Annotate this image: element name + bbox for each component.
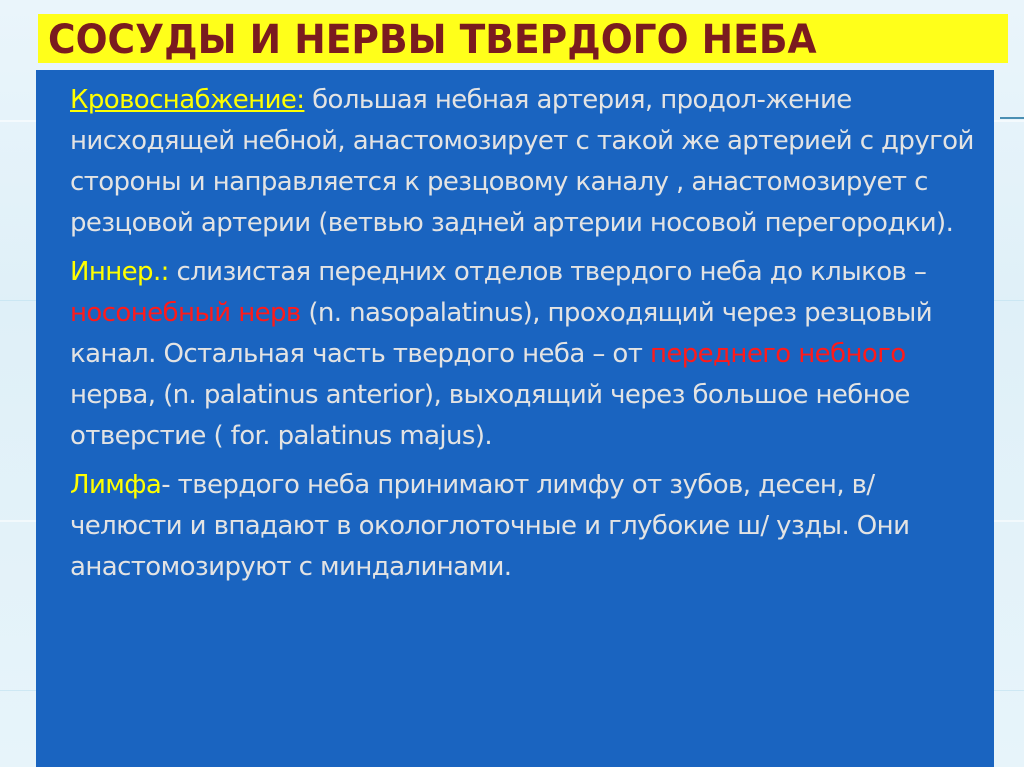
slide-title: СОСУДЫ И НЕРВЫ ТВЕРДОГО НЕБА — [48, 17, 817, 63]
lymph-text: - твердого неба принимают лимфу от зубов, десен, в/челюсти и впадают в окологлоточные и глубокие ш/ узды. Они анастомозируют с миндалинами. — [70, 470, 910, 582]
innervation-text-1: слизистая передних отделов твердого неба до клыков – — [168, 257, 927, 287]
lymph-paragraph — [70, 465, 980, 588]
blood-supply-label: Кровоснабжение: — [70, 85, 305, 115]
decorative-line — [1000, 117, 1024, 119]
innervation-text-2: (n. nasopalatinus), проходящий через резцовый канал. Остальная часть твердого неба – от — [70, 298, 933, 369]
blood-supply-text: большая небная артерия, продол-жение нисходящей небной, анастомозирует с такой же артерией с другой стороны и направляется к резцовому каналу , анастомозирует с резцовой артерии (ветвью задней артерии носовой перегородки). — [70, 85, 974, 238]
innervation-paragraph — [70, 252, 980, 457]
lymph-label: Лимфа — [70, 470, 162, 500]
nasopalatine-nerve-term: носонебный нерв — [70, 298, 301, 328]
innervation-label: Иннер.: — [70, 257, 169, 287]
slide-content — [70, 80, 980, 596]
innervation-text-3: нерва, (n. palatinus anterior), выходящий через большое небное отверстие ( for. palatinus majus). — [70, 380, 910, 451]
anterior-palatine-term: переднего небного — [649, 339, 906, 369]
blood-supply-paragraph — [70, 80, 980, 244]
